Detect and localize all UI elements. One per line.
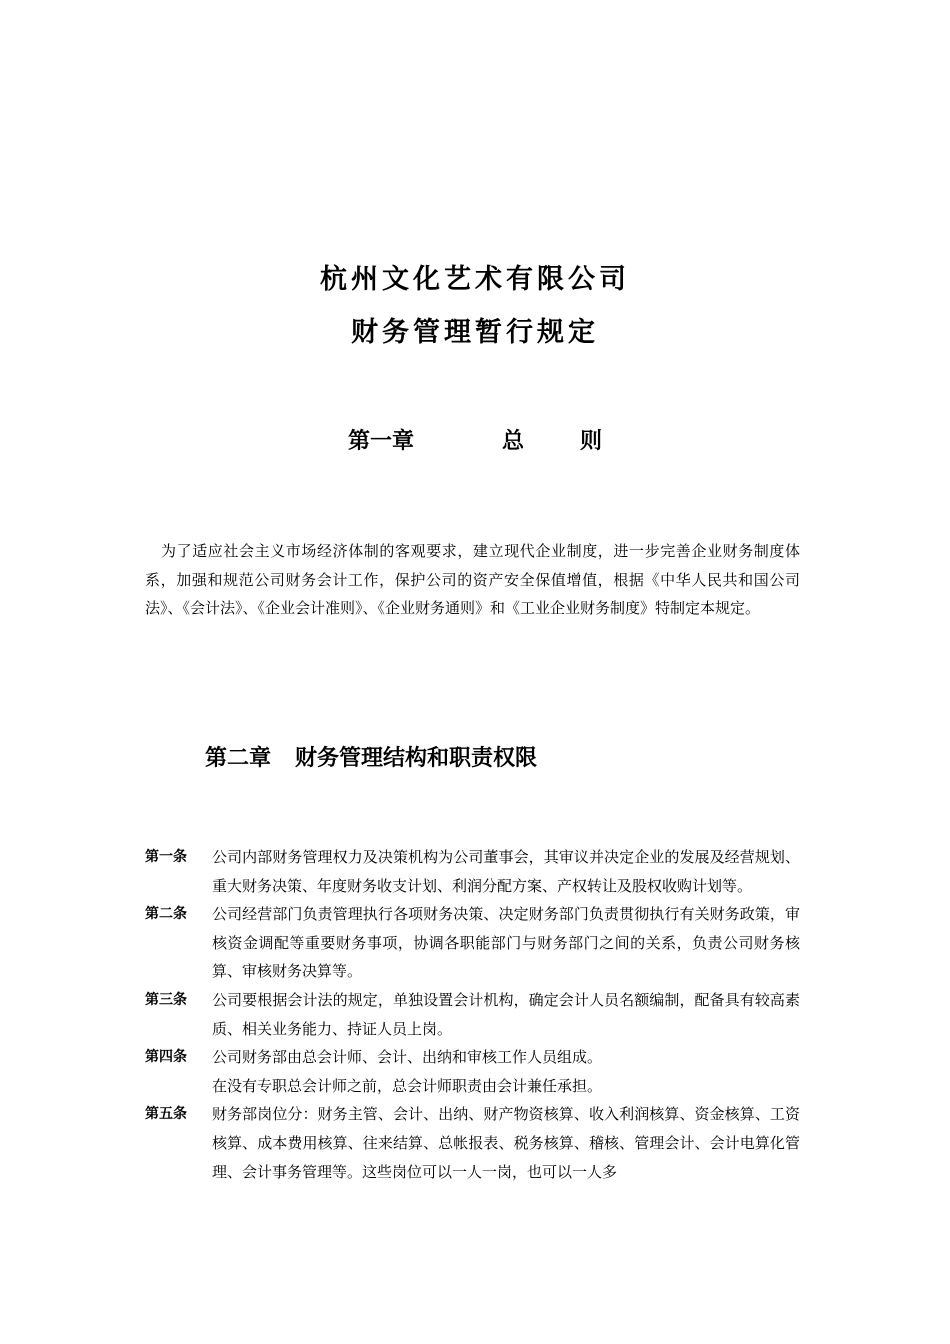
article-paragraph: 公司要根据会计法的规定，单独设置会计机构，确定会计人员名额编制，配备具有较高素质、相关业务能力、持证人员上岗。: [212, 990, 800, 1038]
chapter-1-number: 第一章: [348, 429, 415, 454]
article-body: [212, 843, 800, 900]
chapter-1-title-word-1: 总: [502, 429, 525, 454]
article-item: [145, 986, 800, 1043]
article-label: 第三条: [145, 991, 187, 1008]
article-body: [212, 1100, 800, 1186]
chapter-1-title-word-2: 则: [580, 429, 603, 454]
article-item: [145, 1100, 800, 1186]
document-title-regulation: 财务管理暂行规定: [351, 317, 599, 348]
article-paragraph: 在没有专职总会计师之前，总会计师职责由会计兼任承担。: [212, 1076, 603, 1095]
article-list: [145, 843, 800, 1186]
preamble-paragraph: 为了适应社会主义市场经济体制的客观要求，建立现代企业制度，进一步完善企业财务制度体系，加强和规范公司财务会计工作，保护公司的资产安全保值增值，根据《中华人民共和国公司法》、《会计法》、《企业会计准则》、《企业财务通则》和《工业企业财务制度》特制定本规定。: [145, 542, 800, 617]
article-label: 第二条: [145, 906, 187, 923]
article-paragraph: 公司内部财务管理权力及决策机构为公司董事会，其审议并决定企业的发展及经营规划、重大财务决策、年度财务收支计划、利润分配方案、产权转让及股权收购计划等。: [212, 848, 800, 895]
article-label: 第一条: [145, 849, 187, 865]
article-label: 第四条: [145, 1049, 187, 1066]
article-paragraph: 公司经营部门负责管理执行各项财务决策、决定财务部门负责贯彻执行有关财务政策，审核资金调配等重要财务事项，协调各职能部门与财务部门之间的关系，负责公司财务核算、审核财务决算等。: [212, 905, 800, 981]
chapter-2-heading: [205, 741, 537, 772]
chapter-2-number: 第二章: [205, 746, 272, 771]
chapter-2-title: 财务管理结构和职责权限: [295, 746, 538, 771]
article-item: [145, 843, 800, 900]
article-paragraph: 财务部岗位分：财务主管、会计、出纳、财产物资核算、收入利润核算、资金核算、工资核算、成本费用核算、往来结算、总帐报表、税务核算、稽核、管理会计、会计电算化管理、会计事务管理等。这些岗位可以一人一岗，也可以一人多: [212, 1105, 800, 1181]
article-body: [212, 1043, 800, 1100]
document-title-company: 杭州文化艺术有限公司: [320, 264, 630, 295]
article-label: 第五条: [145, 1106, 187, 1123]
article-body: [212, 900, 800, 986]
article-item: [145, 900, 800, 986]
article-paragraph: 公司财务部由总会计师、会计、出纳和审核工作人员组成。: [212, 1048, 603, 1067]
article-body: [212, 986, 800, 1043]
article-item: [145, 1043, 800, 1100]
